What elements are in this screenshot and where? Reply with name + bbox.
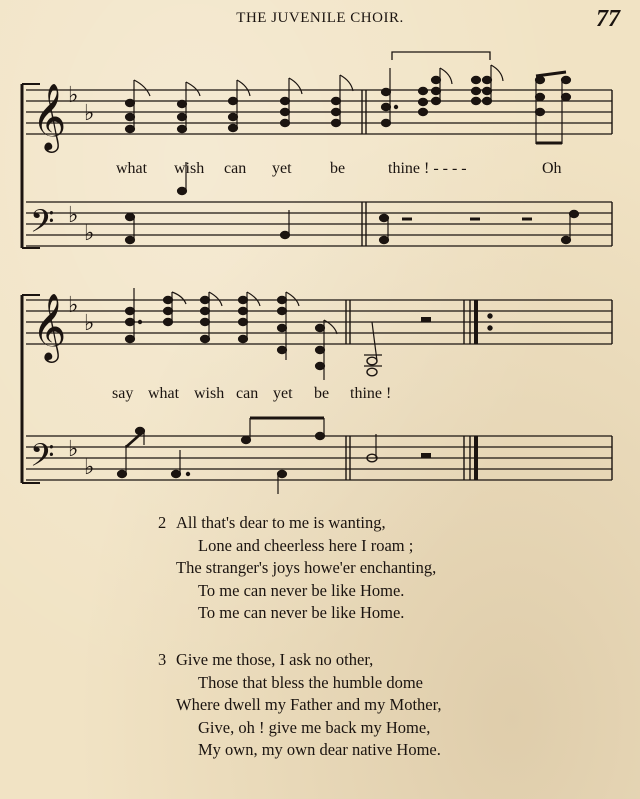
lyric-syllable: can	[236, 385, 259, 402]
flat-icon: ♭	[68, 436, 79, 461]
verse-line: Give, oh ! give me back my Home,	[198, 717, 431, 737]
lyric-syllable: be	[330, 160, 346, 177]
lyric-syllable: be	[314, 385, 330, 402]
verse-line: Where dwell my Father and my Mother,	[176, 695, 442, 715]
verse-line: My own, my own dear native Home.	[198, 740, 441, 760]
treble-clef-icon: 𝄞	[32, 84, 67, 149]
page-number: 77	[596, 6, 620, 32]
verse-line: To me can never be like Home.	[198, 603, 405, 623]
flat-icon: ♭	[68, 82, 79, 107]
flat-icon: ♭	[84, 220, 95, 245]
verse-number: 2	[158, 513, 167, 532]
system-2-bass-staff	[26, 436, 612, 480]
verse-line	[158, 512, 436, 535]
lyric-syllable: yet	[273, 385, 293, 402]
lyric-syllable: wish	[194, 385, 225, 402]
verse-line: To me can never be like Home.	[198, 580, 405, 600]
lyric-syllable: thine !	[350, 385, 392, 402]
system-2-treble-notes	[126, 288, 432, 380]
verse-number: 3	[158, 650, 167, 669]
system-2-bass-notes	[118, 418, 432, 494]
bass-clef-icon: 𝄢	[30, 439, 55, 481]
bass-clef-icon: 𝄢	[30, 205, 55, 247]
verse-line: Lone and cheerless here I roam ;	[198, 535, 414, 555]
verse-2	[158, 512, 436, 625]
flat-icon: ♭	[68, 202, 79, 227]
lyric-syllable: yet	[272, 160, 292, 177]
verse-line	[158, 649, 442, 672]
lyric-syllable: thine ! - - - -	[388, 160, 467, 177]
verse-line: The stranger's joys howe'er enchanting,	[176, 558, 437, 578]
system-2-treble-staff	[26, 300, 612, 344]
lyric-syllable: wish	[174, 160, 205, 177]
system-1-treble-notes	[126, 52, 571, 144]
flat-icon: ♭	[84, 100, 95, 125]
system-1-treble-staff	[26, 90, 612, 134]
flat-icon: ♭	[84, 310, 95, 335]
running-head: THE JUVENILE CHOIR.	[236, 10, 404, 26]
lyric-syllable: say	[112, 385, 134, 402]
flat-icon: ♭	[84, 454, 95, 479]
lyric-syllable: Oh	[542, 160, 562, 177]
verse-line-text: All that's dear to me is wanting,	[176, 513, 386, 532]
verse-3	[158, 649, 442, 762]
verse-line-text: Give me those, I ask no other,	[176, 650, 374, 669]
verse-line: Those that bless the humble dome	[198, 672, 423, 692]
treble-clef-icon: 𝄞	[32, 294, 67, 359]
lyric-syllable: what	[116, 160, 148, 177]
flat-icon: ♭	[68, 292, 79, 317]
system-1-bass-staff	[26, 202, 612, 246]
lyric-syllable: what	[148, 385, 180, 402]
lyric-syllable: can	[224, 160, 247, 177]
